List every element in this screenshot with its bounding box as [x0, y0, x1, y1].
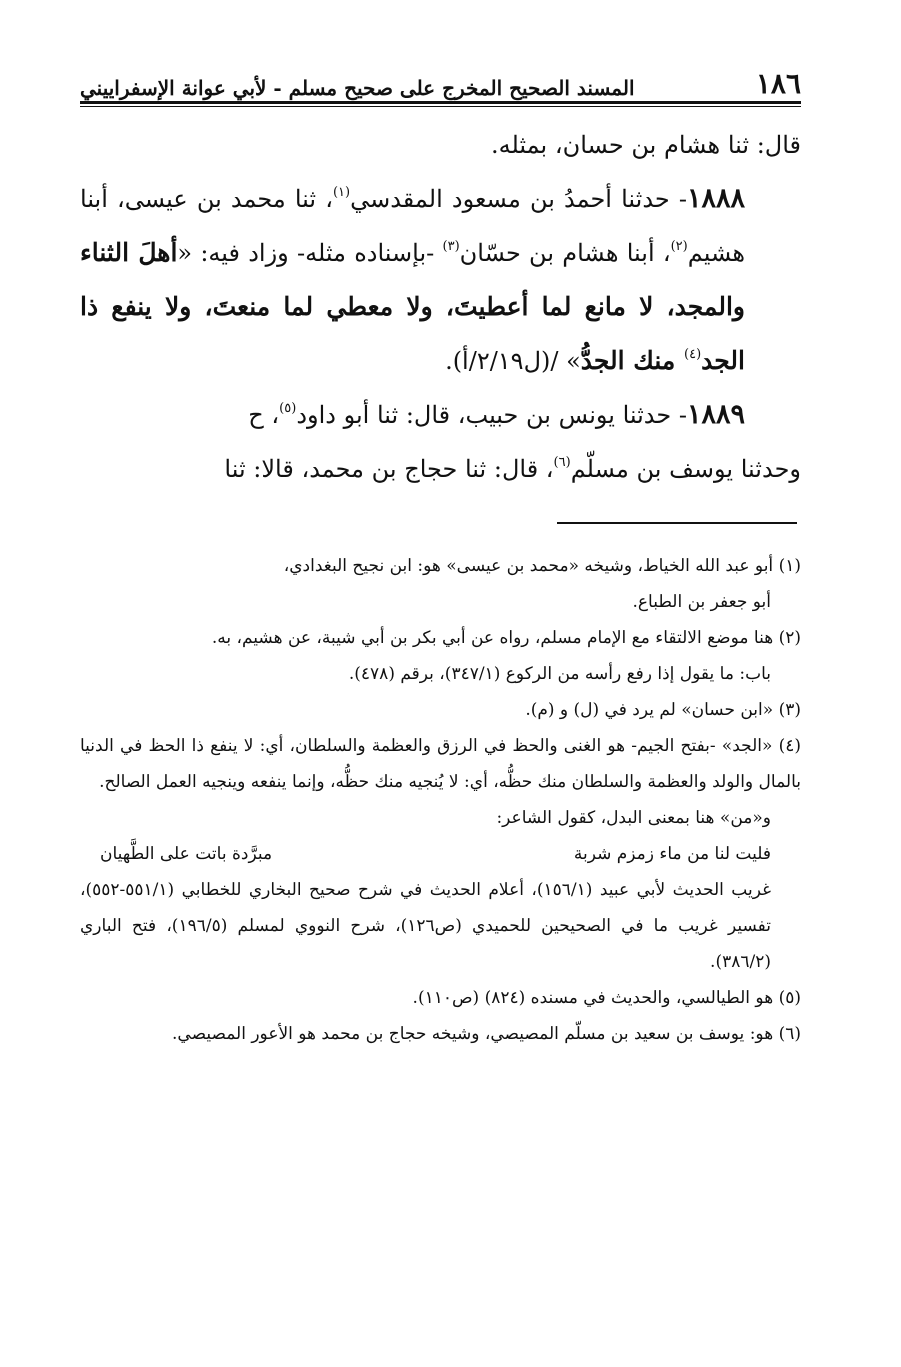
continuation-line: قال: ثنا هشام بن حسان، بمثله.	[490, 131, 801, 159]
footnote-text: هنا موضع الالتقاء مع الإمام مسلم، رواه عن أبي بكر بن أبي شيبة، عن هشيم، به.	[211, 628, 774, 648]
footnote-text: هو: يوسف بن سعيد بن مسلّم المصيصي، وشيخه حجاج بن محمد هو الأعور المصيصي.	[172, 1024, 774, 1044]
footnote-mark: (٦)	[778, 1024, 801, 1044]
footnote-ref: (٦)	[553, 455, 571, 470]
hadith-text: ، قال: ثنا حجاج بن محمد، قالا: ثنا	[224, 455, 554, 483]
hadith-text: - حدثنا أحمدُ بن مسعود المقدسي	[350, 185, 687, 213]
footnote-mark: (١)	[778, 556, 801, 576]
footnote-separator	[557, 522, 797, 524]
hadith-1888	[80, 172, 801, 388]
footnote-text: باب: ما يقول إذا رفع رأسه من الركوع (٣٤٧/١)، برقم (٤٧٨).	[348, 664, 771, 684]
running-title: المسند الصحيح المخرج على صحيح مسلم - لأبي عوانة الإسفراييني	[80, 76, 635, 100]
footnote-mark: (٥)	[778, 988, 801, 1008]
hadith-text: ، ح	[248, 401, 280, 429]
footnote-text: «ابن حسان» لم يرد في (ل) و (م).	[525, 700, 774, 720]
footnotes	[80, 548, 801, 1052]
footnote-2	[80, 620, 801, 692]
footnote-ref: (٥)	[279, 401, 297, 416]
hadith-text: ، أبنا هشام بن حسّان	[459, 239, 671, 267]
footnote-ref: (١)	[332, 185, 351, 200]
footnote-text: هو الطيالسي، والحديث في مسنده (٨٢٤) (ص١١٠).	[412, 988, 774, 1008]
page-header	[80, 56, 801, 100]
footnote-text: أبو عبد الله الخياط، وشيخه «محمد بن عيسى» هو: ابن نجيح البغدادي،	[283, 556, 774, 576]
footnote-ref: (٣)	[442, 239, 460, 254]
footnote-text: «الجد» -بفتح الجيم- هو الغنى والحظ في الرزق والعظمة والسلطان، أي: لا ينفع ذا الحظ في الدنيا بالمال والولد والعظمة والسلطان منك حظُّه، أي: لا يُنجيه منك حظُّه، وإنما ينفعه وينجيه العمل الصالح.	[80, 736, 801, 792]
footnote-ref: (٤)	[684, 347, 702, 362]
footnote-5	[80, 980, 801, 1016]
footnote-4	[80, 728, 801, 800]
header-rule-thin	[80, 106, 801, 107]
hadith-text: » /(ل٢/١٩/أ).	[445, 347, 581, 375]
poetry-verse	[80, 836, 801, 872]
footnote-mark: (٤)	[778, 736, 802, 756]
verse-first-hemistich: فليت لنا من ماء زمزم شربة	[573, 844, 771, 864]
footnote-4-line2: و«من» هنا بمعنى البدل، كقول الشاعر:	[496, 808, 771, 828]
hadith-text: - حدثنا يونس بن حبيب، قال: ثنا أبو داود	[296, 401, 687, 429]
hadith-text: ، ثنا محمد بن عيسى، أبنا هشيم	[80, 185, 746, 267]
footnote-mark: (٣)	[778, 700, 801, 720]
footnote-6	[80, 1016, 801, 1052]
footnote-4-references: غريب الحديث لأبي عبيد (١٥٦/١)، أعلام الحديث في شرح صحيح البخاري للخطابي (٥٥١/١-٥٥٢)، تفسير غريب ما في الصحيحين للحميدي (ص١٢٦)، شرح النووي لمسلم (١٩٦/٥)، فتح الباري (٣٨٦/٢).	[80, 880, 772, 972]
footnote-3	[80, 692, 801, 728]
hadith-number: ١٨٨٩	[686, 399, 745, 430]
hadith-text: وحدثنا يوسف بن مسلّم	[570, 455, 801, 483]
hadith-matn: منك الجدُّ	[580, 346, 685, 375]
hadith-number: ١٨٨٨	[686, 183, 745, 214]
hadith-text: -بإسناده مثله- وزاد فيه: «	[177, 239, 443, 267]
verse-second-hemistich: مبرَّدة باتت على الطَّهيان	[100, 844, 273, 864]
header-rule-thick	[80, 101, 801, 104]
footnote-ref: (٢)	[670, 239, 688, 254]
hadith-1889	[80, 388, 801, 442]
footnote-text: أبو جعفر بن الطباع.	[632, 592, 771, 612]
main-text	[80, 118, 801, 496]
footnote-1	[80, 548, 801, 620]
hadith-matn: أهلَ الثناء والمجد، لا مانع لما أعطيتَ، ولا معطي لما منعتَ، ولا ينفع ذا الجد	[80, 238, 745, 375]
page-number: ١٨٦	[755, 67, 801, 100]
footnote-mark: (٢)	[778, 628, 801, 648]
hadith-1889-continued	[80, 442, 801, 496]
